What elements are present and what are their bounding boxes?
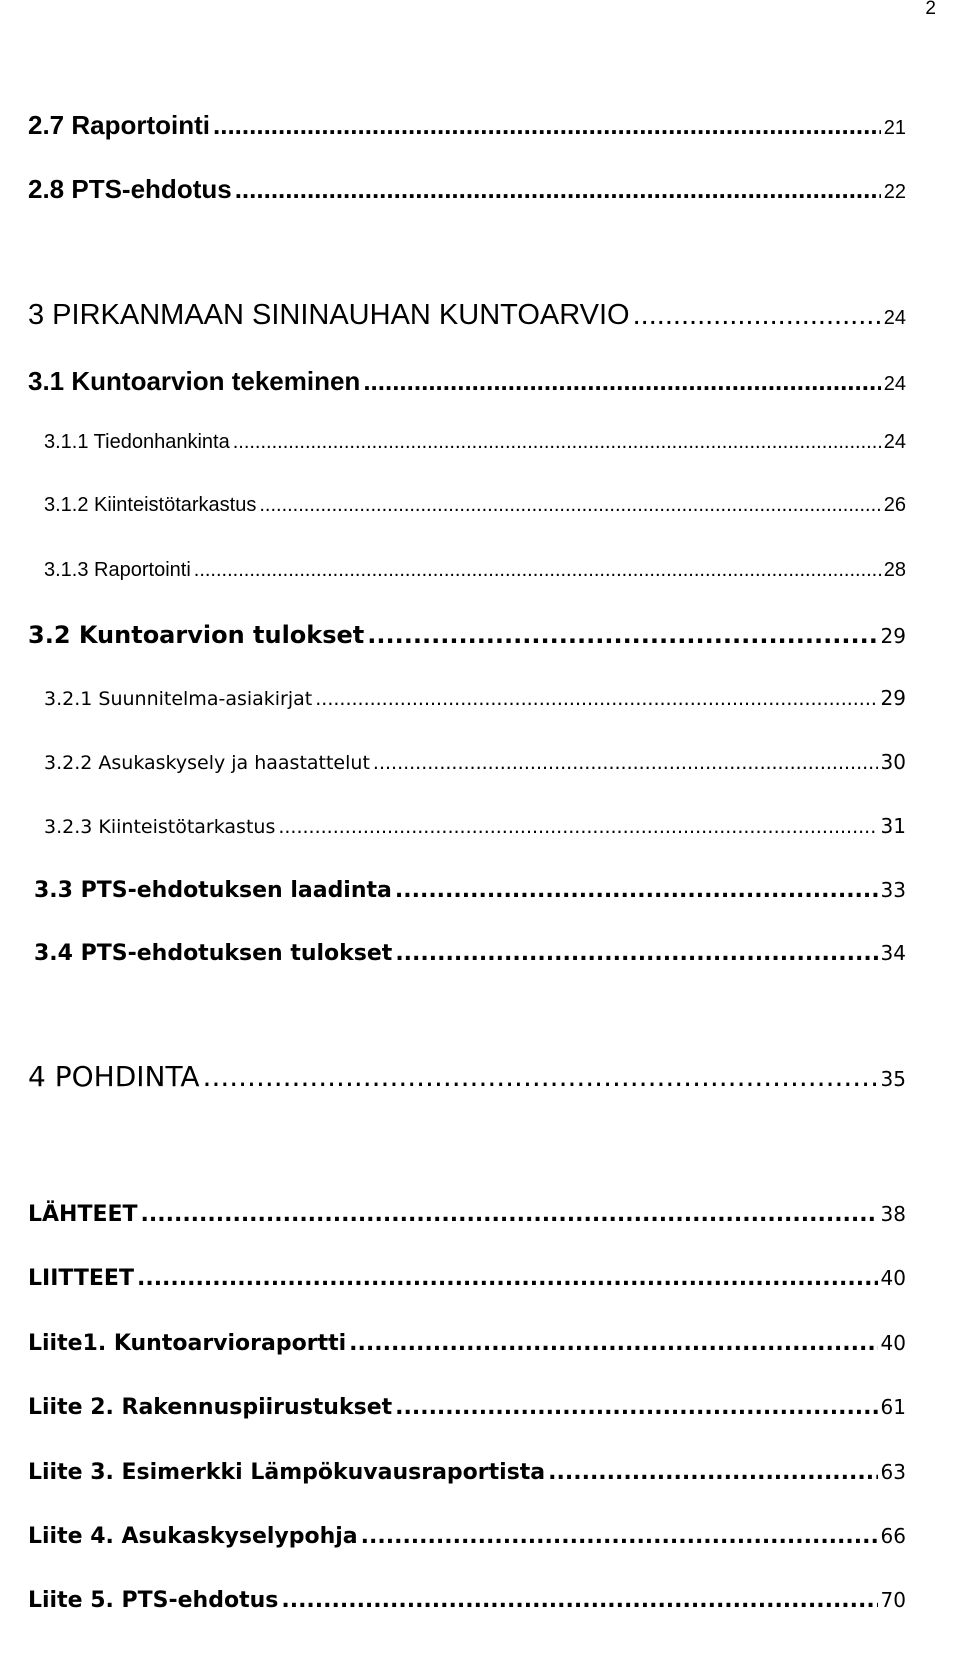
toc-entry-page: 22 [883, 181, 906, 203]
toc-entry-page: 31 [880, 814, 906, 838]
toc-entry-title: 3.1 Kuntoarvion tekeminen [28, 366, 361, 396]
toc-entry[interactable] [44, 686, 906, 710]
toc-entry-title: 3.3 PTS-ehdotuksen laadinta [34, 878, 392, 903]
toc-entry-title: 3.1.3 Raportointi [44, 559, 191, 581]
toc-leader-dots [233, 431, 881, 454]
toc-leader-dots [548, 1460, 877, 1485]
toc-entry-title: 3.2 Kuntoarvion tulokset [28, 621, 365, 649]
toc-entry[interactable] [28, 1060, 906, 1093]
toc-entry-title: 3.4 PTS-ehdotuksen tulokset [34, 941, 393, 966]
toc-leader-dots [633, 299, 881, 332]
toc-leader-dots [395, 1395, 877, 1420]
toc-entry-title: LÄHTEET [28, 1202, 138, 1227]
toc-entry-page: 28 [883, 559, 906, 581]
toc-leader-dots [194, 559, 881, 582]
toc-entry-title: 3 PIRKANMAAN SININAUHAN KUNTOARVIO [28, 299, 630, 331]
toc-entry-page: 40 [880, 1331, 906, 1355]
toc-leader-dots [367, 621, 877, 649]
toc-entry-title: Liite 5. PTS-ehdotus [28, 1588, 279, 1613]
toc-entry[interactable] [44, 431, 906, 454]
toc-entry[interactable] [34, 941, 906, 966]
toc-entry-title: Liite 3. Esimerkki Lämpökuvausraportista [28, 1460, 546, 1485]
toc-leader-dots [141, 1202, 878, 1227]
toc-entry-title: 3.1.1 Tiedonhankinta [44, 431, 230, 453]
toc-entry-page: 21 [883, 117, 906, 139]
toc-entry[interactable] [28, 1331, 906, 1356]
toc-leader-dots [315, 688, 877, 710]
toc-leader-dots [373, 752, 878, 774]
toc-entry[interactable] [44, 750, 906, 774]
toc-entry-page: 24 [883, 307, 906, 329]
toc-entry[interactable] [44, 494, 906, 517]
toc-entry[interactable] [28, 1524, 906, 1549]
toc-entry[interactable] [28, 1202, 906, 1227]
toc-entry-title: 2.8 PTS-ehdotus [28, 174, 232, 204]
toc-entry[interactable] [28, 110, 906, 141]
toc-leader-dots [361, 1524, 878, 1549]
toc-entry-title: 3.2.3 Kiinteistötarkastus [44, 816, 276, 838]
toc-entry-title: 4 POHDINTA [28, 1060, 200, 1093]
toc-entry-title: LIITTEET [28, 1266, 134, 1291]
toc-leader-dots [278, 816, 877, 838]
toc-leader-dots [395, 878, 878, 903]
toc-entry-page: 35 [880, 1067, 906, 1091]
toc-entry-page: 29 [880, 624, 906, 648]
toc-entry-title: Liite1. Kuntoarvioraportti [28, 1331, 347, 1356]
toc-entry-page: 66 [880, 1524, 906, 1548]
toc-entry-title: Liite 4. Asukaskyselypohja [28, 1524, 358, 1549]
toc-entry-title: 3.1.2 Kiinteistötarkastus [44, 494, 257, 516]
toc-entry-page: 26 [883, 494, 906, 516]
toc-entry-page: 38 [880, 1202, 906, 1226]
toc-entry[interactable] [28, 1460, 906, 1485]
toc-entry-title: 3.2.2 Asukaskysely ja haastattelut [44, 752, 370, 774]
toc-entry[interactable] [28, 1588, 906, 1613]
toc-entry-page: 30 [880, 750, 906, 774]
toc-entry[interactable] [28, 174, 906, 205]
toc-entry-page: 33 [880, 878, 906, 902]
toc-leader-dots [235, 174, 881, 205]
toc-entry[interactable] [28, 621, 906, 649]
toc-entry[interactable] [34, 878, 906, 903]
toc-entry-page: 34 [880, 941, 906, 965]
toc-leader-dots [137, 1266, 878, 1291]
toc-entry-page: 63 [880, 1460, 906, 1484]
toc-entry-title: 2.7 Raportointi [28, 110, 211, 140]
toc-entry[interactable] [28, 366, 906, 397]
toc-entry-title: 3.2.1 Suunnitelma-asiakirjat [44, 688, 313, 710]
toc-leader-dots [259, 494, 880, 517]
toc-entry-page: 70 [880, 1588, 906, 1612]
toc-entry-page: 61 [880, 1395, 906, 1419]
toc-leader-dots [281, 1588, 877, 1613]
toc-leader-dots [363, 366, 880, 397]
toc-entry-page: 40 [880, 1266, 906, 1290]
toc-entry[interactable] [44, 814, 906, 838]
toc-entry-page: 29 [880, 686, 906, 710]
toc-entry[interactable] [28, 1395, 906, 1420]
toc-entry[interactable] [44, 559, 906, 582]
toc-entry-title: Liite 2. Rakennuspiirustukset [28, 1395, 393, 1420]
toc-entry[interactable] [28, 1266, 906, 1291]
toc-leader-dots [213, 110, 881, 141]
toc-leader-dots [349, 1331, 877, 1356]
toc-leader-dots [203, 1060, 878, 1093]
toc-entry[interactable] [28, 299, 906, 332]
toc-entry-page: 24 [883, 373, 906, 395]
toc-leader-dots [395, 941, 877, 966]
page-number: 2 [925, 0, 936, 19]
toc-entry-page: 24 [883, 431, 906, 453]
